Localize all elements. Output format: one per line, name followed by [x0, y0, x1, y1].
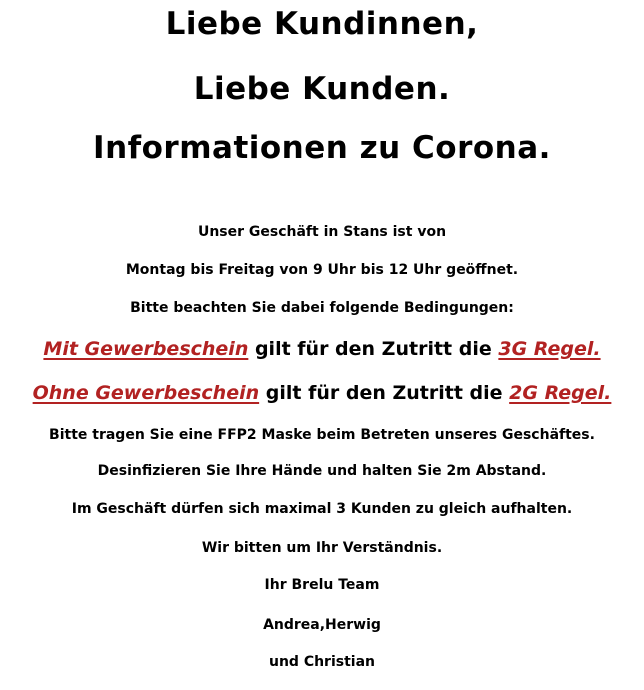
opening-hours-days: Montag bis Freitag von 9 Uhr bis 12 Uhr geöffnet. — [125, 262, 519, 278]
conditions-intro: Bitte beachten Sie dabei folgende Bedingungen: — [130, 300, 514, 316]
rule-1-middle-text: gilt für den Zutritt die — [248, 338, 499, 360]
signature-names: Andrea,Herwig — [263, 617, 381, 633]
rule-with-trade-license — [0, 336, 644, 362]
greeting-headline-1: Liebe Kundinnen, — [165, 6, 479, 42]
hygiene-requirement: Desinfizieren Sie Ihre Hände und halten Sie 2m Abstand. — [97, 463, 547, 479]
opening-hours-intro: Unser Geschäft in Stans ist von — [197, 224, 447, 240]
rule-2-middle-text: gilt für den Zutritt die — [259, 382, 510, 404]
2g-rule-link[interactable]: 2G Regel. — [509, 382, 612, 404]
capacity-limit: Im Geschäft dürfen sich maximal 3 Kunden zu gleich aufhalten. — [71, 501, 573, 517]
without-trade-license-link[interactable]: Ohne Gewerbeschein — [32, 382, 260, 404]
greeting-headline-2: Liebe Kunden. — [193, 71, 451, 107]
3g-rule-link[interactable]: 3G Regel. — [498, 338, 601, 360]
with-trade-license-link[interactable]: Mit Gewerbeschein — [43, 338, 249, 360]
signature-names-2: und Christian — [268, 654, 375, 670]
signature-team: Ihr Brelu Team — [264, 577, 380, 593]
rule-without-trade-license — [0, 380, 644, 406]
mask-requirement: Bitte tragen Sie eine FFP2 Maske beim Betreten unseres Geschäftes. — [49, 427, 595, 443]
corona-info-headline: Informationen zu Corona. — [93, 130, 551, 166]
thanks-text: Wir bitten um Ihr Verständnis. — [201, 540, 443, 556]
